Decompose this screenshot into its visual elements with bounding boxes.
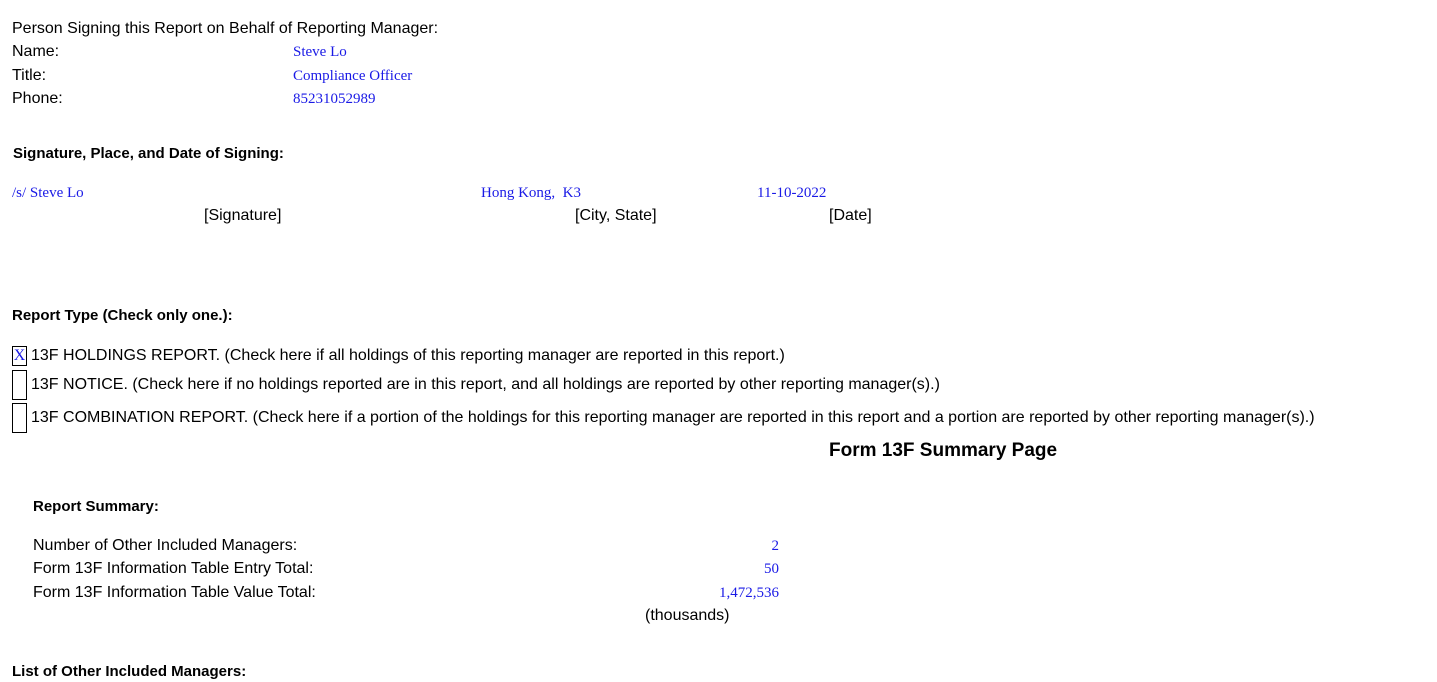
title-value: Compliance Officer bbox=[293, 68, 413, 84]
date-caption: [Date] bbox=[829, 207, 872, 224]
signature-heading: Signature, Place, and Date of Signing: bbox=[13, 145, 284, 162]
phone-label: Phone: bbox=[12, 90, 63, 107]
notice-label: 13F NOTICE. (Check here if no holdings reported are in this report, and all holdings are reported by other reporting manager(s).) bbox=[31, 376, 940, 393]
date-value: 11-10-2022 bbox=[757, 185, 827, 201]
value-total-label: Form 13F Information Table Value Total: bbox=[33, 584, 316, 601]
combination-report-label: 13F COMBINATION REPORT. (Check here if a portion of the holdings for this reporting manager are reported in this report and a portion are reported by other reporting manager(s).) bbox=[31, 409, 1315, 426]
name-label: Name: bbox=[12, 43, 60, 60]
other-managers-label: Number of Other Included Managers: bbox=[33, 537, 298, 554]
other-managers-heading: List of Other Included Managers: bbox=[12, 663, 247, 680]
title-label: Title: bbox=[12, 67, 47, 84]
name-value: Steve Lo bbox=[293, 44, 347, 60]
value-total-value: 1,472,536 bbox=[719, 585, 779, 601]
thousands-note: (thousands) bbox=[645, 607, 730, 624]
entry-total-label: Form 13F Information Table Entry Total: bbox=[33, 560, 314, 577]
place-value: Hong Kong, K3 bbox=[481, 185, 581, 201]
place-caption: [City, State] bbox=[575, 207, 657, 224]
report-summary-heading: Report Summary: bbox=[33, 498, 159, 515]
holdings-report-checkbox[interactable]: X bbox=[13, 347, 26, 364]
entry-total-value: 50 bbox=[764, 561, 779, 577]
signature-value: /s/ Steve Lo bbox=[12, 185, 84, 201]
phone-value: 85231052989 bbox=[293, 91, 376, 107]
combination-report-checkbox[interactable] bbox=[12, 403, 27, 433]
holdings-report-label: 13F HOLDINGS REPORT. (Check here if all holdings of this reporting manager are reported in this report.) bbox=[31, 347, 785, 364]
summary-page-title: Form 13F Summary Page bbox=[829, 440, 1058, 461]
other-managers-value: 2 bbox=[771, 538, 779, 554]
notice-checkbox[interactable] bbox=[12, 370, 27, 400]
signer-heading: Person Signing this Report on Behalf of Reporting Manager: bbox=[12, 20, 439, 37]
report-type-heading: Report Type (Check only one.): bbox=[12, 307, 233, 324]
signature-caption: [Signature] bbox=[204, 207, 282, 224]
